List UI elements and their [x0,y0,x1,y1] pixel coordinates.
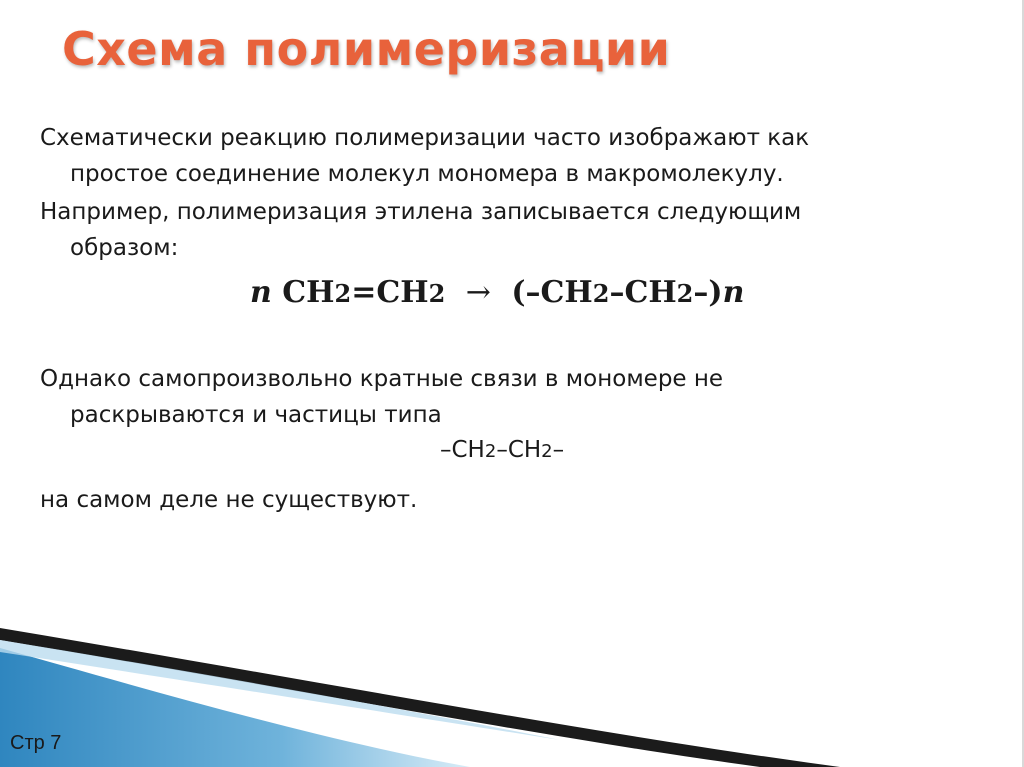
equation-ch-1: CH [282,275,335,310]
fragment-part-3: – [552,437,565,463]
equation-double-bond: =CH [351,275,429,310]
paragraph-however-line-1: Однако самопроизвольно кратные связи в мономере не [40,366,724,392]
reaction-arrow-icon: → [465,275,491,310]
equation-n-suffix: n [722,275,745,310]
equation-close: –) [693,275,723,310]
equation-subscript-2: 2 [428,279,446,308]
paragraph-intro-line-1: Схематически реакцию полимеризации часто изображают как [40,125,810,151]
equation-mid: –CH [609,275,677,310]
fragment-part-2: –CH [496,437,542,463]
paragraph-however-line-2: раскрываются и частицы типа [70,402,442,428]
paragraph-intro-line-2: простое соединение молекул мономера в макромолекулу. [70,161,784,187]
paragraph-example-line-1: Например, полимеризация этилена записывается следующим [40,199,802,225]
equation-subscript-4: 2 [676,279,694,308]
paragraph-conclusion: на самом деле не существуют. [40,487,418,513]
paragraph-example-line-2: образом: [70,235,179,261]
equation-subscript-1: 2 [334,279,352,308]
equation-subscript-3: 2 [592,279,610,308]
fragment-subscript-2: 2 [541,441,553,462]
slide-title: Схема полимеризации [62,22,671,76]
fragment-subscript-1: 2 [484,441,497,462]
fragment-part-1: –CH [440,437,485,463]
equation-open: (–CH [511,275,593,310]
page-number: Стр 7 [10,732,62,754]
equation-n-prefix: n [250,275,272,310]
